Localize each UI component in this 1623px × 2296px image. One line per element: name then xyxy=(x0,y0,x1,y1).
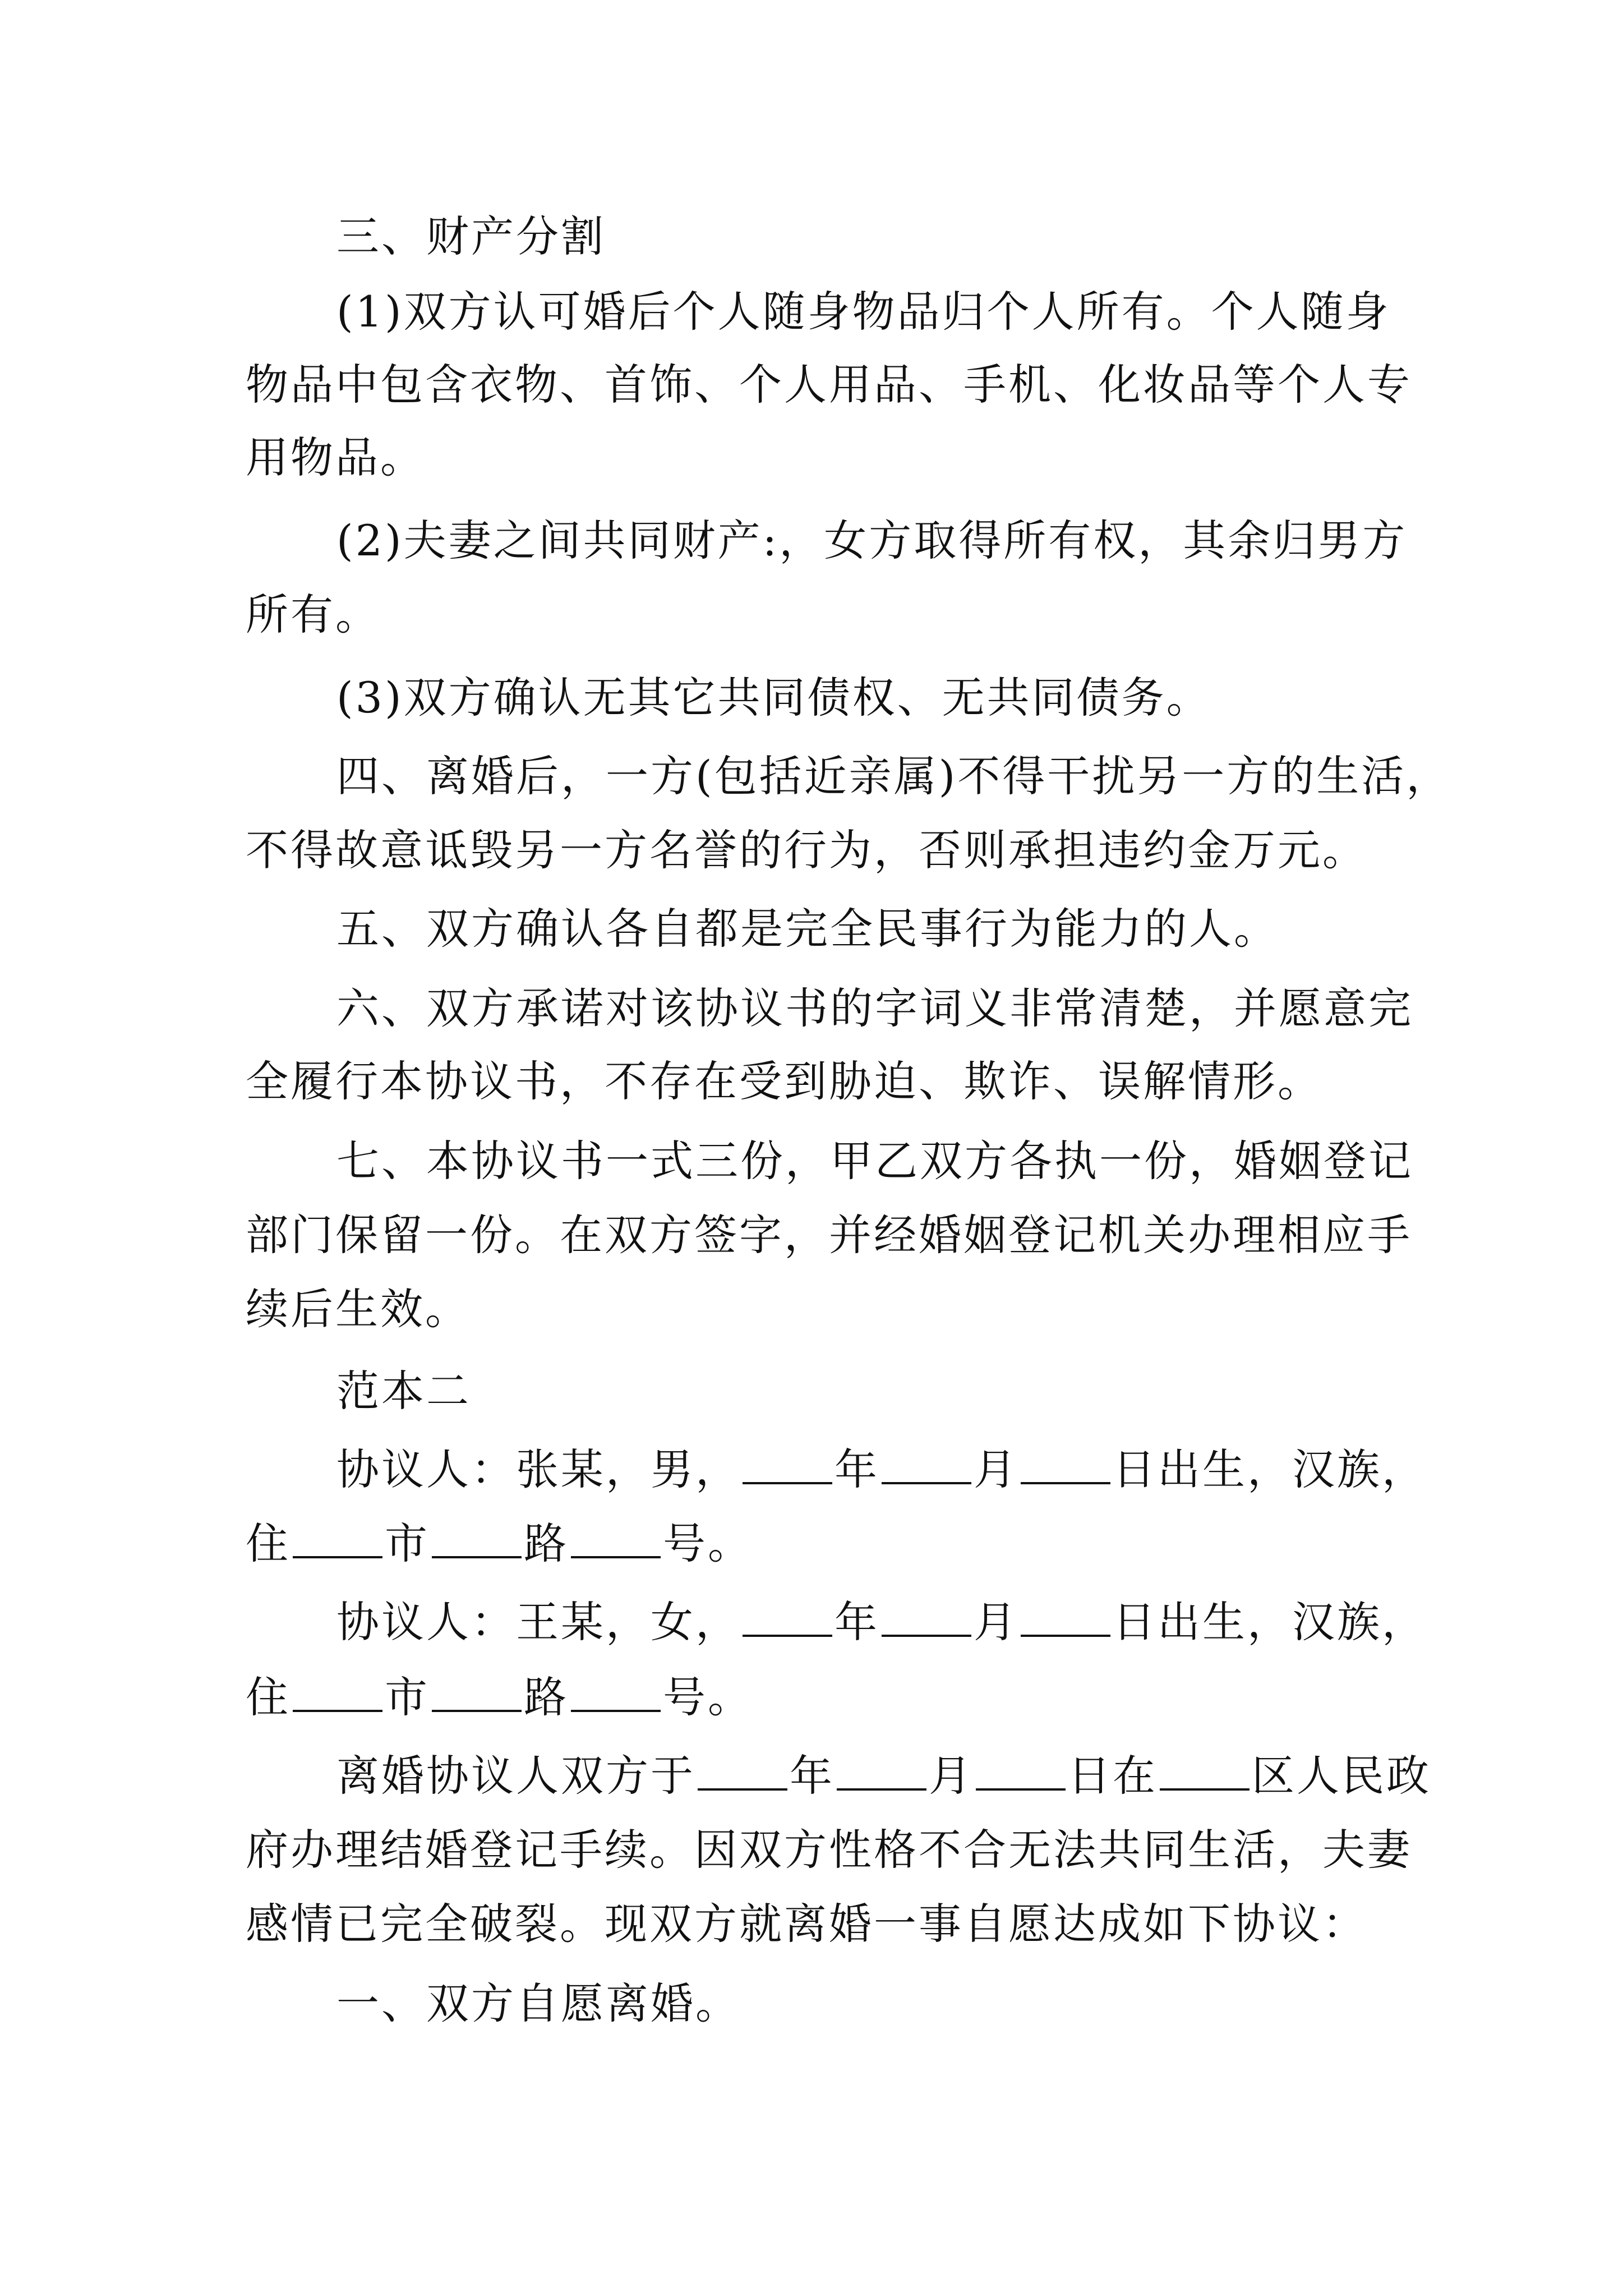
party2-month: 月 xyxy=(974,1597,1018,1647)
party1-num: 号。 xyxy=(663,1519,753,1568)
party1-line2 xyxy=(246,1516,753,1572)
paragraph-line: 所有。 xyxy=(246,590,380,639)
paragraph-line: 四、离婚后，一方(包括近亲属)不得干扰另一方的生活， xyxy=(336,751,1451,801)
party2-addr-prefix: 住 xyxy=(246,1672,291,1722)
registration-year: 年 xyxy=(790,1751,834,1801)
party2-road: 路 xyxy=(524,1672,569,1722)
party2-day-suffix: 日出生，汉族， xyxy=(1113,1597,1427,1647)
paragraph-line: 物品中包含衣物、首饰、个人用品、手机、化妆品等个人专 xyxy=(246,360,1412,409)
party1-city: 市 xyxy=(385,1519,430,1568)
blank-field xyxy=(1021,1601,1110,1637)
paragraph-line: (3)双方确认无其它共同债权、无共同债务。 xyxy=(336,673,1211,723)
party2-city: 市 xyxy=(385,1672,430,1722)
paragraph-line: 全履行本协议书，不存在受到胁迫、欺诈、误解情形。 xyxy=(246,1056,1322,1106)
section-title-property: 三、财产分割 xyxy=(336,211,606,261)
paragraph-line: 续后生效。 xyxy=(246,1284,470,1334)
registration-month: 月 xyxy=(929,1751,974,1801)
blank-field xyxy=(882,1601,971,1637)
party1-prefix: 协议人：张某，男， xyxy=(336,1444,740,1494)
blank-field xyxy=(432,1522,522,1558)
paragraph-line: (2)夫妻之间共同财产:，女方取得所有权，其余归男方 xyxy=(336,516,1408,565)
registration-day: 日在 xyxy=(1068,1751,1158,1801)
blank-field xyxy=(882,1448,971,1484)
party1-road: 路 xyxy=(524,1519,569,1568)
party1-line1 xyxy=(336,1442,1427,1498)
blank-field xyxy=(1021,1448,1110,1484)
party2-num: 号。 xyxy=(663,1672,753,1722)
blank-field xyxy=(432,1676,522,1712)
blank-field xyxy=(743,1601,832,1637)
paragraph-line: 感情已完全破裂。现双方就离婚一事自愿达成如下协议： xyxy=(246,1899,1367,1949)
paragraph-line: (1)双方认可婚后个人随身物品归个人所有。个人随身 xyxy=(336,287,1391,337)
paragraph-line: 部门保留一份。在双方签字，并经婚姻登记机关办理相应手 xyxy=(246,1210,1412,1260)
registration-line xyxy=(336,1748,1431,1804)
paragraph-line: 七、本协议书一式三份，甲乙双方各执一份，婚姻登记 xyxy=(336,1136,1413,1186)
party2-line2 xyxy=(246,1669,753,1726)
blank-field xyxy=(837,1755,926,1791)
party2-year: 年 xyxy=(834,1597,879,1647)
blank-field xyxy=(743,1448,832,1484)
party2-prefix: 协议人：王某，女， xyxy=(336,1597,740,1647)
registration-prefix: 离婚协议人双方于 xyxy=(336,1751,695,1801)
blank-field xyxy=(571,1522,661,1558)
blank-field xyxy=(1160,1755,1249,1791)
blank-field xyxy=(976,1755,1066,1791)
paragraph-line: 五、双方确认各自都是完全民事行为能力的人。 xyxy=(336,904,1279,954)
party1-day-suffix: 日出生，汉族， xyxy=(1113,1444,1427,1494)
paragraph-line: 六、双方承诺对该协议书的字词义非常清楚，并愿意完 xyxy=(336,983,1413,1033)
paragraph-line: 用物品。 xyxy=(246,432,425,482)
blank-field xyxy=(698,1755,787,1791)
party2-line1 xyxy=(336,1594,1427,1650)
blank-field xyxy=(571,1676,661,1712)
party1-month: 月 xyxy=(974,1444,1018,1494)
party1-year: 年 xyxy=(834,1444,879,1494)
paragraph-line: 不得故意诋毁另一方名誉的行为，否则承担违约金万元。 xyxy=(246,825,1367,875)
party1-addr-prefix: 住 xyxy=(246,1519,291,1568)
paragraph-line: 府办理结婚登记手续。因双方性格不合无法共同生活，夫妻 xyxy=(246,1825,1412,1875)
paragraph-line: 一、双方自愿离婚。 xyxy=(336,1978,740,2028)
registration-suffix: 区人民政 xyxy=(1252,1751,1431,1801)
blank-field xyxy=(293,1676,382,1712)
blank-field xyxy=(293,1522,382,1558)
section-title-template-two: 范本二 xyxy=(336,1366,471,1416)
